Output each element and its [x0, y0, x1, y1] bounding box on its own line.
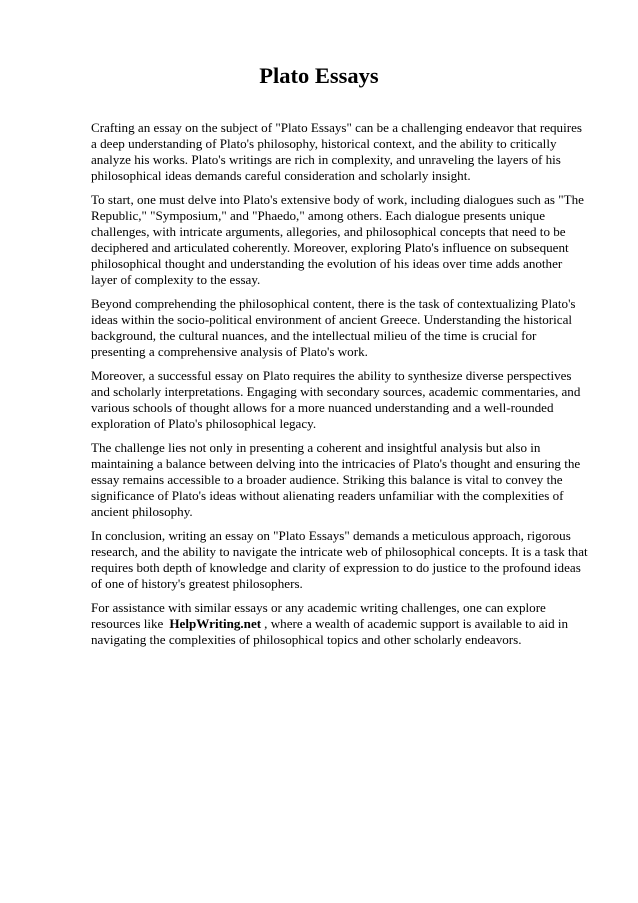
paragraph-conclusion: In conclusion, writing an essay on "Plato Essays" demands a meticulous approach, rigorous research, and the ability to navigate the intricate web of philosophical concepts. It is a task that requires both depth of knowledge and clarity of expression to do justice to the profound ideas of one of history's greatest philosophers. [91, 527, 588, 591]
paragraph-closing [91, 600, 591, 648]
paragraph-dialogues: To start, one must delve into Plato's extensive body of work, including dialogues such as "The Republic," "Symposium," and "Phaedo," among others. Each dialogue presents unique challenges, with intricate arguments, allegories, and philosophical concepts that need to be deciphered and articulated coherently. Moreover, exploring Plato's influence on subsequent philosophical thought and understanding the evolution of his ideas over time adds another layer of complexity to the essay. [91, 192, 584, 287]
document-title: Plato Essays [259, 63, 379, 88]
paragraph-challenge: The challenge lies not only in presenting a coherent and insightful analysis but also in maintaining a balance between delving into the intricacies of Plato's thought and ensuring the essay remains accessible to a broader audience. Striking this balance is vital to convey the significance of Plato's ideas without alienating readers unfamiliar with the complexities of ancient philosophy. [91, 439, 581, 519]
paragraph-synthesis: Moreover, a successful essay on Plato requires the ability to synthesize diverse perspectives and scholarly interpretations. Engaging with secondary sources, academic commentaries, and various schools of thought allows for a more nuanced understanding and a well-rounded exploration of Plato's philosophical legacy. [91, 367, 581, 431]
paragraph-intro: Crafting an essay on the subject of "Plato Essays" can be a challenging endeavor that requires a deep understanding of Plato's philosophy, historical context, and the ability to critically analyze his works. Plato's writings are rich in complexity, and unraveling the layers of his philosophical ideas demands careful consideration and scholarly insight. [91, 120, 583, 183]
closing-text-after: , where a wealth of academic support is available to aid in navigating the complexities of philosophical topics and other scholarly endeavors. [91, 615, 569, 647]
helpwriting-link[interactable]: HelpWriting.net [169, 615, 262, 631]
document-body [91, 120, 591, 656]
closing-text-before: For assistance with similar essays or any academic writing challenges, one can explore resources like [91, 599, 546, 631]
paragraph-context: Beyond comprehending the philosophical content, there is the task of contextualizing Plato's ideas within the socio-political environment of ancient Greece. Understanding the historical background, the cultural nuances, and the intellectual milieu of the time is crucial for presenting a comprehensive analysis of Plato's work. [91, 295, 576, 359]
